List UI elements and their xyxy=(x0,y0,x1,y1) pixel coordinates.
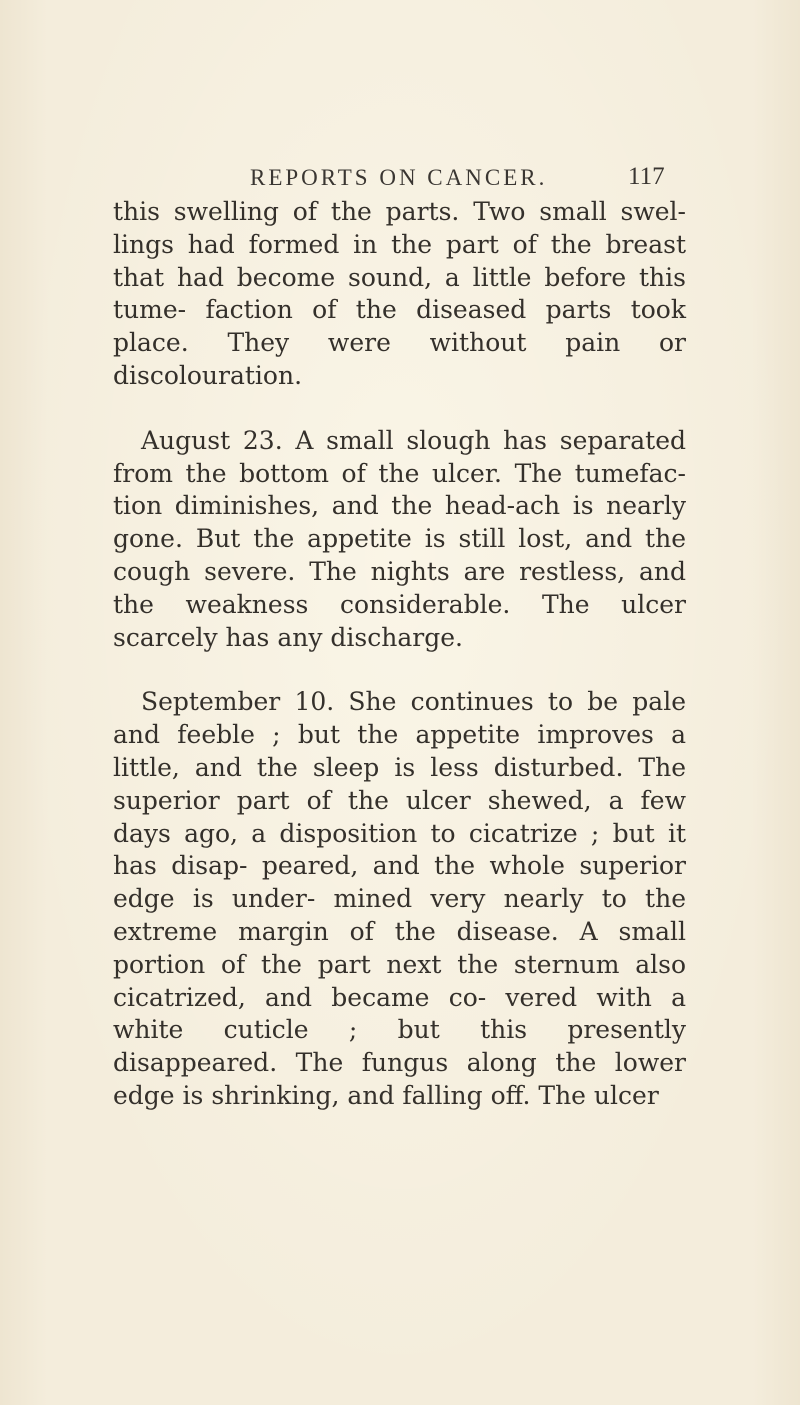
paragraph-september-10: September 10. She continues to be pale and feeble ; but the appetite improves a little, and the sleep is less disturbed. The superior part of the ulcer shewed, a few days ago, a disposition to cicatrize ; but it has disap- peared, and the whole superior edge is under- mined very nearly to the extreme margin of the disease. A small portion of the part next the sternum also cicatrized, and became co- vered with a white cuticle ; but this presently disappeared. The fungus along the lower edge is shrinking, and falling off. The ulcer xyxy=(113,687,686,1110)
running-head: REPORTS ON CANCER. xyxy=(250,165,548,190)
body-text xyxy=(113,196,686,1113)
paragraph-continuation: this swelling of the parts. Two small swel- lings had formed in the part of the breast that had become sound, a little before this tume- faction of the diseased parts took place. They were without pain or discolouration. xyxy=(113,197,686,390)
page-number: 117 xyxy=(628,163,665,190)
paragraph-august-23: August 23. A small slough has separated from the bottom of the ulcer. The tumefac- tion diminishes, and the head-ach is nearly gone. But the appetite is still lost, and the cough severe. The nights are restless, and the weakness considerable. The ulcer scarcely has any discharge. xyxy=(113,425,686,652)
